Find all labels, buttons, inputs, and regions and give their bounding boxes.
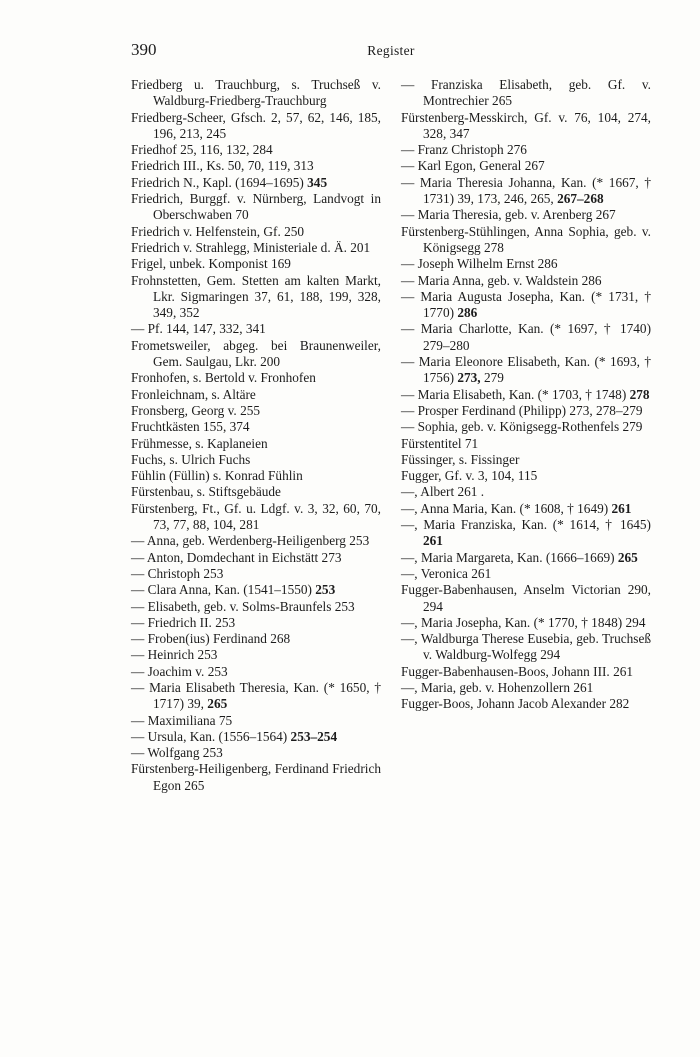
index-entry-text: — Karl Egon, General 267 xyxy=(401,158,545,174)
index-entry-main-page: 267–268 xyxy=(557,191,604,207)
index-entry-text: —, Anna Maria, Kan. (* 1608, † 1649) xyxy=(401,500,612,516)
index-entry xyxy=(131,158,381,174)
index-entry xyxy=(401,436,651,452)
index-entry xyxy=(131,256,381,272)
index-entry xyxy=(131,436,381,452)
index-entry xyxy=(401,664,651,680)
index-entry-text: — Friedrich II. 253 xyxy=(131,614,236,630)
index-entry xyxy=(131,484,381,500)
index-entry-text: — Maria Anna, geb. v. Waldstein 286 xyxy=(401,272,602,288)
index-entry-text: Fürstenberg-Messkirch, Gf. v. 76, 104, 274, 328, 347 xyxy=(401,109,651,141)
index-entry xyxy=(131,240,381,256)
index-entry xyxy=(401,631,651,664)
index-entry xyxy=(131,582,381,598)
index-entry-text: — Joachim v. 253 xyxy=(131,663,228,679)
index-entry xyxy=(401,175,651,208)
index-entry xyxy=(131,680,381,713)
index-entry-text: —, Albert 261 . xyxy=(401,484,485,500)
index-entry-main-page: 286 xyxy=(457,305,478,321)
page-number: 390 xyxy=(131,40,157,59)
index-entry-text: —, Waldburga Therese Eusebia, geb. Truchseß v. Waldburg-Wolfegg 294 xyxy=(401,631,651,663)
index-entry xyxy=(401,468,651,484)
index-entry xyxy=(401,419,651,435)
index-entry-text: — Anna, geb. Werdenberg-Heiligenberg 253 xyxy=(131,533,370,549)
index-entry xyxy=(401,273,651,289)
index-entry-tail: 279 xyxy=(480,370,504,386)
index-entry xyxy=(401,321,651,354)
index-entry-text: — Maria Elisabeth Theresia, Kan. (* 1650, † 1717) 39, xyxy=(131,679,381,712)
index-entry-main-page: 261 xyxy=(423,533,443,549)
index-entry xyxy=(131,338,381,371)
index-entry xyxy=(401,680,651,696)
index-entry-text: Fugger-Boos, Johann Jacob Alexander 282 xyxy=(401,696,630,712)
index-entry-text: — Wolfgang 253 xyxy=(131,745,223,761)
index-entry-main-page: 265 xyxy=(617,549,638,565)
index-entry-text: Fürstenbau, s. Stiftsgebäude xyxy=(131,484,281,500)
index-entry xyxy=(401,484,651,500)
index-entry xyxy=(401,387,651,403)
index-entry-text: Friedrich N., Kapl. (1694–1695) xyxy=(131,174,308,190)
index-entry-text: Frühmesse, s. Kaplaneien xyxy=(131,435,268,451)
index-entry-text: Friedrich, Burggf. v. Nürnberg, Landvogt in Oberschwaben 70 xyxy=(131,191,381,223)
index-entry-text: Friedrich III., Ks. 50, 70, 119, 313 xyxy=(131,158,314,174)
index-column-left xyxy=(131,77,381,794)
index-entry xyxy=(131,273,381,322)
index-entry xyxy=(131,599,381,615)
index-entry xyxy=(131,761,381,794)
index-entry-text: Fürstenberg-Stühlingen, Anna Sophia, geb. v. Königsegg 278 xyxy=(401,223,651,255)
index-entry-text: Frometsweiler, abgeg. bei Braunenweiler, Gem. Saulgau, Lkr. 200 xyxy=(131,337,381,370)
index-entry xyxy=(401,615,651,631)
index-entry-text: —, Veronica 261 xyxy=(401,565,492,581)
index-entry xyxy=(401,77,651,110)
index-entry xyxy=(401,110,651,143)
index-entry-text: Frohnstetten, Gem. Stetten am kalten Markt, Lkr. Sigmaringen 37, 61, 188, 199, 328, 349, 352 xyxy=(131,272,381,321)
index-entry-text: — Joseph Wilhelm Ernst 286 xyxy=(401,256,558,272)
index-entry-text: Fuchs, s. Ulrich Fuchs xyxy=(131,451,251,467)
index-entry-text: Füssinger, s. Fissinger xyxy=(401,451,520,467)
index-entry-main-page: 253 xyxy=(315,582,336,598)
index-entry xyxy=(131,321,381,337)
index-entry-main-page: 345 xyxy=(307,174,328,190)
index-entry-text: Friedberg u. Trauchburg, s. Truchseß v. Waldburg-Friedberg-Trauchburg xyxy=(131,77,381,109)
index-entry-text: Fugger, Gf. v. 3, 104, 115 xyxy=(401,468,538,484)
index-entry xyxy=(131,550,381,566)
index-entry xyxy=(131,224,381,240)
index-entry-text: Friedrich v. Strahlegg, Ministeriale d. Ä. 201 xyxy=(131,239,371,255)
index-entry-text: Fruchtkästen 155, 374 xyxy=(131,419,250,435)
index-entry-text: Fühlin (Füllin) s. Konrad Fühlin xyxy=(131,468,303,484)
index-entry-text: — Prosper Ferdinand (Philipp) 273, 278–279 xyxy=(401,402,643,418)
index-entry xyxy=(131,631,381,647)
index-entry-text: — Maria Elisabeth, Kan. (* 1703, † 1748) xyxy=(401,386,630,402)
index-entry-text: — Heinrich 253 xyxy=(131,647,218,663)
index-entry xyxy=(131,501,381,534)
index-entry xyxy=(131,77,381,110)
index-entry xyxy=(401,207,651,223)
index-entry-text: — Christoph 253 xyxy=(131,565,224,581)
index-entry xyxy=(401,550,651,566)
index-entry-text: — Maria Theresia Johanna, Kan. (* 1667, † 1731) 39, 173, 246, 265, xyxy=(401,174,651,207)
index-entry xyxy=(401,158,651,174)
index-entry xyxy=(131,713,381,729)
index-entry-text: Fürstentitel 71 xyxy=(401,435,479,451)
index-entry-main-page: 261 xyxy=(611,500,632,516)
running-head: Register xyxy=(367,43,415,58)
index-entry xyxy=(131,142,381,158)
index-entry xyxy=(131,533,381,549)
index-entry-text: — Ursula, Kan. (1556–1564) xyxy=(131,728,291,744)
index-entry-text: Fronhofen, s. Bertold v. Fronhofen xyxy=(131,370,316,386)
index-entry xyxy=(131,647,381,663)
index-entry-text: — Maria Augusta Josepha, Kan. (* 1731, † 1770) xyxy=(401,288,651,321)
index-entry xyxy=(401,566,651,582)
index-entry xyxy=(401,403,651,419)
index-entry xyxy=(131,191,381,224)
index-entry-text: — Anton, Domdechant in Eichstätt 273 xyxy=(131,549,342,565)
index-entry-text: — Franziska Elisabeth, geb. Gf. v. Montrechier 265 xyxy=(401,77,651,109)
index-entry xyxy=(401,501,651,517)
index-entry-text: Fürstenberg, Ft., Gf. u. Ldgf. v. 3, 32, 60, 70, 73, 77, 88, 104, 281 xyxy=(131,500,381,533)
index-entry xyxy=(131,403,381,419)
index-entry xyxy=(131,729,381,745)
index-entry-text: Friedhof 25, 116, 132, 284 xyxy=(131,142,273,158)
index-entry-text: — Maria Eleonore Elisabeth, Kan. (* 1693, † 1756) xyxy=(401,354,651,386)
index-entry xyxy=(401,289,651,322)
index-entry xyxy=(131,175,381,191)
index-entry-main-page: 253–254 xyxy=(290,728,338,744)
index-entry xyxy=(401,224,651,257)
index-entry-text: Fronsberg, Georg v. 255 xyxy=(131,402,261,418)
index-entry-text: — Pf. 144, 147, 332, 341 xyxy=(131,321,266,337)
index-entry xyxy=(131,110,381,143)
index-entry-text: — Maria Charlotte, Kan. (* 1697, † 1740) 279–280 xyxy=(401,321,651,353)
index-entry xyxy=(401,256,651,272)
index-entry-text: — Franz Christoph 276 xyxy=(401,142,527,158)
index-entry-text: — Froben(ius) Ferdinand 268 xyxy=(131,631,291,647)
index-entry-text: —, Maria Josepha, Kan. (* 1770, † 1848) 294 xyxy=(401,614,646,630)
index-entry-text: Fugger-Babenhausen-Boos, Johann III. 261 xyxy=(401,663,634,679)
index-entry-text: — Elisabeth, geb. v. Solms-Braunfels 253 xyxy=(131,598,355,614)
index-entry-main-page: 273, xyxy=(457,370,481,386)
index-entry-main-page: 278 xyxy=(629,386,650,402)
index-entry xyxy=(401,142,651,158)
index-entry xyxy=(401,354,651,387)
index-entry xyxy=(401,452,651,468)
index-entry-text: Fürstenberg-Heiligenberg, Ferdinand Friedrich Egon 265 xyxy=(131,761,381,793)
index-entry xyxy=(131,468,381,484)
index-entry-text: — Sophia, geb. v. Königsegg-Rothenfels 279 xyxy=(401,419,643,435)
index-entry xyxy=(131,419,381,435)
index-entry-main-page: 265 xyxy=(207,696,228,712)
index-entry-text: Friedberg-Scheer, Gfsch. 2, 57, 62, 146, 185, 196, 213, 245 xyxy=(131,109,381,141)
index-entry-text: Fronleichnam, s. Altäre xyxy=(131,386,256,402)
index-entry xyxy=(401,696,651,712)
index-entry-text: —, Maria, geb. v. Hohenzollern 261 xyxy=(401,679,594,695)
index-entry-text: Fugger-Babenhausen, Anselm Victorian 290, 294 xyxy=(401,582,651,614)
index-entry-text: — Clara Anna, Kan. (1541–1550) xyxy=(131,582,316,598)
index-column-right xyxy=(401,77,651,713)
index-entry-text: —, Maria Margareta, Kan. (1666–1669) xyxy=(401,549,618,565)
index-entry xyxy=(131,664,381,680)
index-entry-text: Friedrich v. Helfenstein, Gf. 250 xyxy=(131,223,305,239)
index-entry xyxy=(401,517,651,550)
index-entry-text: — Maximiliana 75 xyxy=(131,712,233,728)
index-entry xyxy=(131,370,381,386)
index-entry xyxy=(131,387,381,403)
page-header xyxy=(131,40,651,64)
index-entry-text: — Maria Theresia, geb. v. Arenberg 267 xyxy=(401,207,616,223)
index-entry-text: —, Maria Franziska, Kan. (* 1614, † 1645) xyxy=(401,517,651,533)
index-entry xyxy=(131,615,381,631)
index-entry xyxy=(131,452,381,468)
index-entry xyxy=(401,582,651,615)
index-entry xyxy=(131,745,381,761)
index-entry-text: Frigel, unbek. Komponist 169 xyxy=(131,256,291,272)
index-entry xyxy=(131,566,381,582)
